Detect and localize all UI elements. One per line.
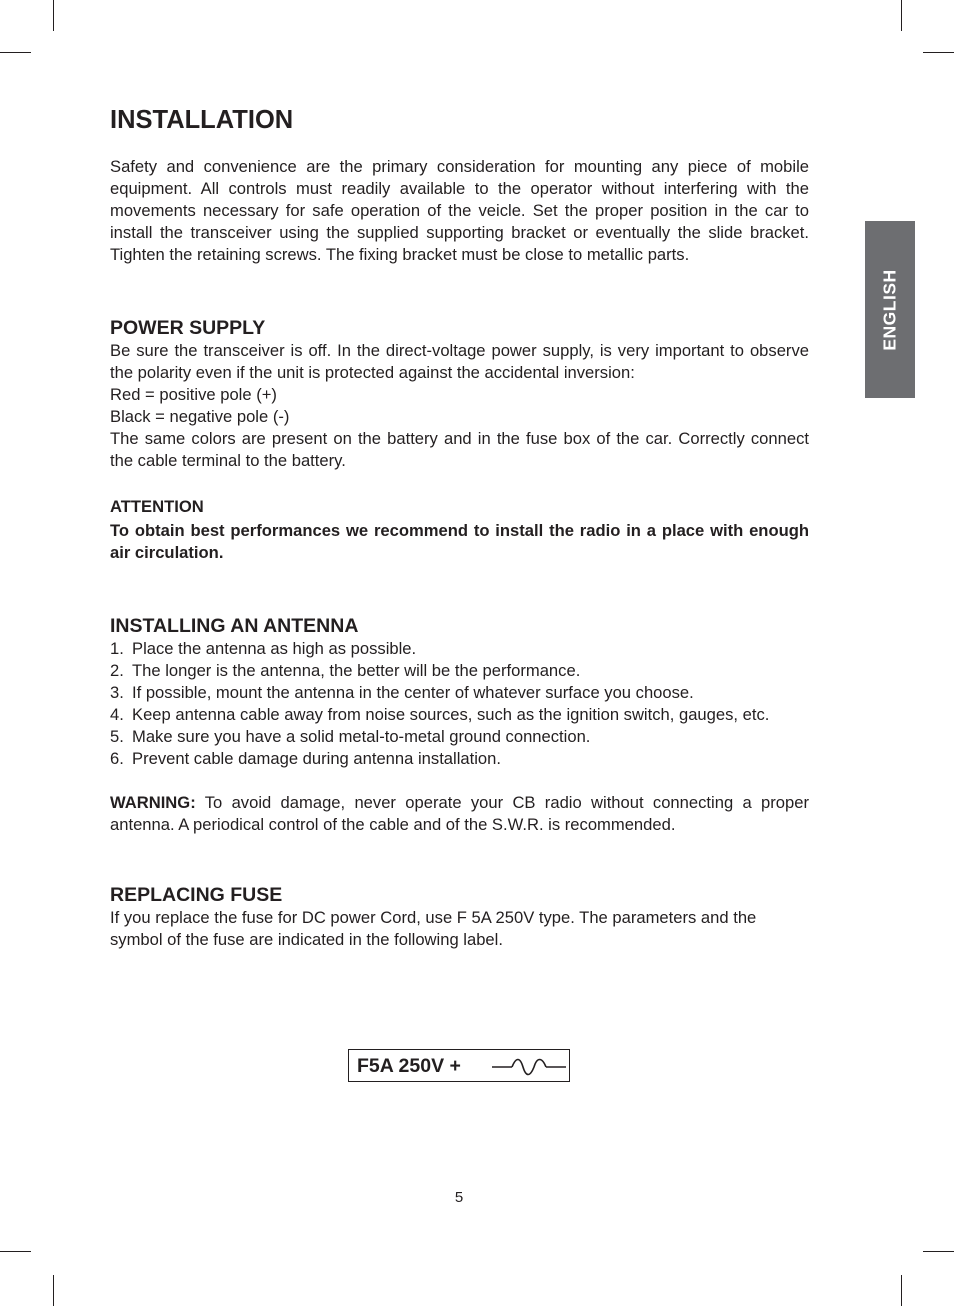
crop-mark [0, 1251, 31, 1252]
page-number: 5 [454, 1189, 464, 1206]
fuse-text: If you replace the fuse for DC power Cord, use F 5A 250V type. The parameters and the symbol of the fuse are indicated in the following label. [110, 908, 757, 949]
power-supply-black: Black = negative pole (-) [110, 407, 290, 426]
fuse-label [348, 1049, 570, 1082]
list-item: 2. The longer is the antenna, the better will be the performance. [110, 661, 581, 680]
language-tab [865, 221, 915, 398]
antenna-section [110, 614, 809, 836]
list-item: 1. Place the antenna as high as possible. [110, 639, 417, 658]
crop-mark [923, 1251, 954, 1252]
warning-label: WARNING: [110, 793, 196, 812]
attention-text: To obtain best performances we recommend to install the radio in a place with enough air circulation. [110, 521, 809, 562]
crop-mark [0, 52, 31, 53]
crop-mark [901, 0, 902, 31]
power-supply-red: Red = positive pole (+) [110, 385, 277, 404]
list-item: 4. Keep antenna cable away from noise sources, such as the ignition switch, gauges, etc. [110, 705, 770, 724]
crop-mark [901, 1275, 902, 1306]
warning-text: To avoid damage, never operate your CB radio without connecting a proper antenna. A periodical control of the cable and of the S.W.R. is recommended. [110, 793, 809, 834]
warning-paragraph [110, 792, 809, 836]
crop-mark [53, 1275, 54, 1306]
fuse-title: REPLACING FUSE [110, 884, 283, 906]
list-item: 5. Make sure you have a solid metal-to-metal ground connection. [110, 727, 591, 746]
page-content [110, 104, 809, 951]
installation-text: Safety and convenience are the primary consideration for mounting any piece of mobile equipment. All controls must readily available to the operator without interfering with the movements necessary for safe operation of the veicle. Set the proper position in the car to install the transceiver using the supplied supporting bracket or eventually the slide bracket. Tighten the retaining screws. The fixing bracket must be close to metallic parts. [110, 157, 809, 264]
language-tab-label: ENGLISH [879, 268, 900, 351]
fuse-symbol-icon [490, 1053, 568, 1079]
power-supply-text: The same colors are present on the battery and in the fuse box of the car. Correctly connect the cable terminal to the battery. [110, 429, 809, 470]
crop-mark [53, 0, 54, 31]
attention-title: ATTENTION [110, 497, 204, 516]
power-supply-section [110, 316, 809, 564]
fuse-section [110, 883, 809, 951]
power-supply-intro: Be sure the transceiver is off. In the direct-voltage power supply, is very important to observe the polarity even if the unit is protected against the accidental inversion: [110, 341, 809, 382]
list-item: 3. If possible, mount the antenna in the center of whatever surface you choose. [110, 683, 694, 702]
antenna-list [110, 638, 809, 770]
power-supply-title: POWER SUPPLY [110, 317, 266, 339]
antenna-title: INSTALLING AN ANTENNA [110, 615, 359, 637]
fuse-label-text: F5A 250V + [357, 1055, 461, 1077]
crop-mark [923, 52, 954, 53]
list-item: 6. Prevent cable damage during antenna installation. [110, 749, 502, 768]
installation-title: INSTALLATION [110, 106, 294, 134]
installation-section [110, 104, 809, 266]
